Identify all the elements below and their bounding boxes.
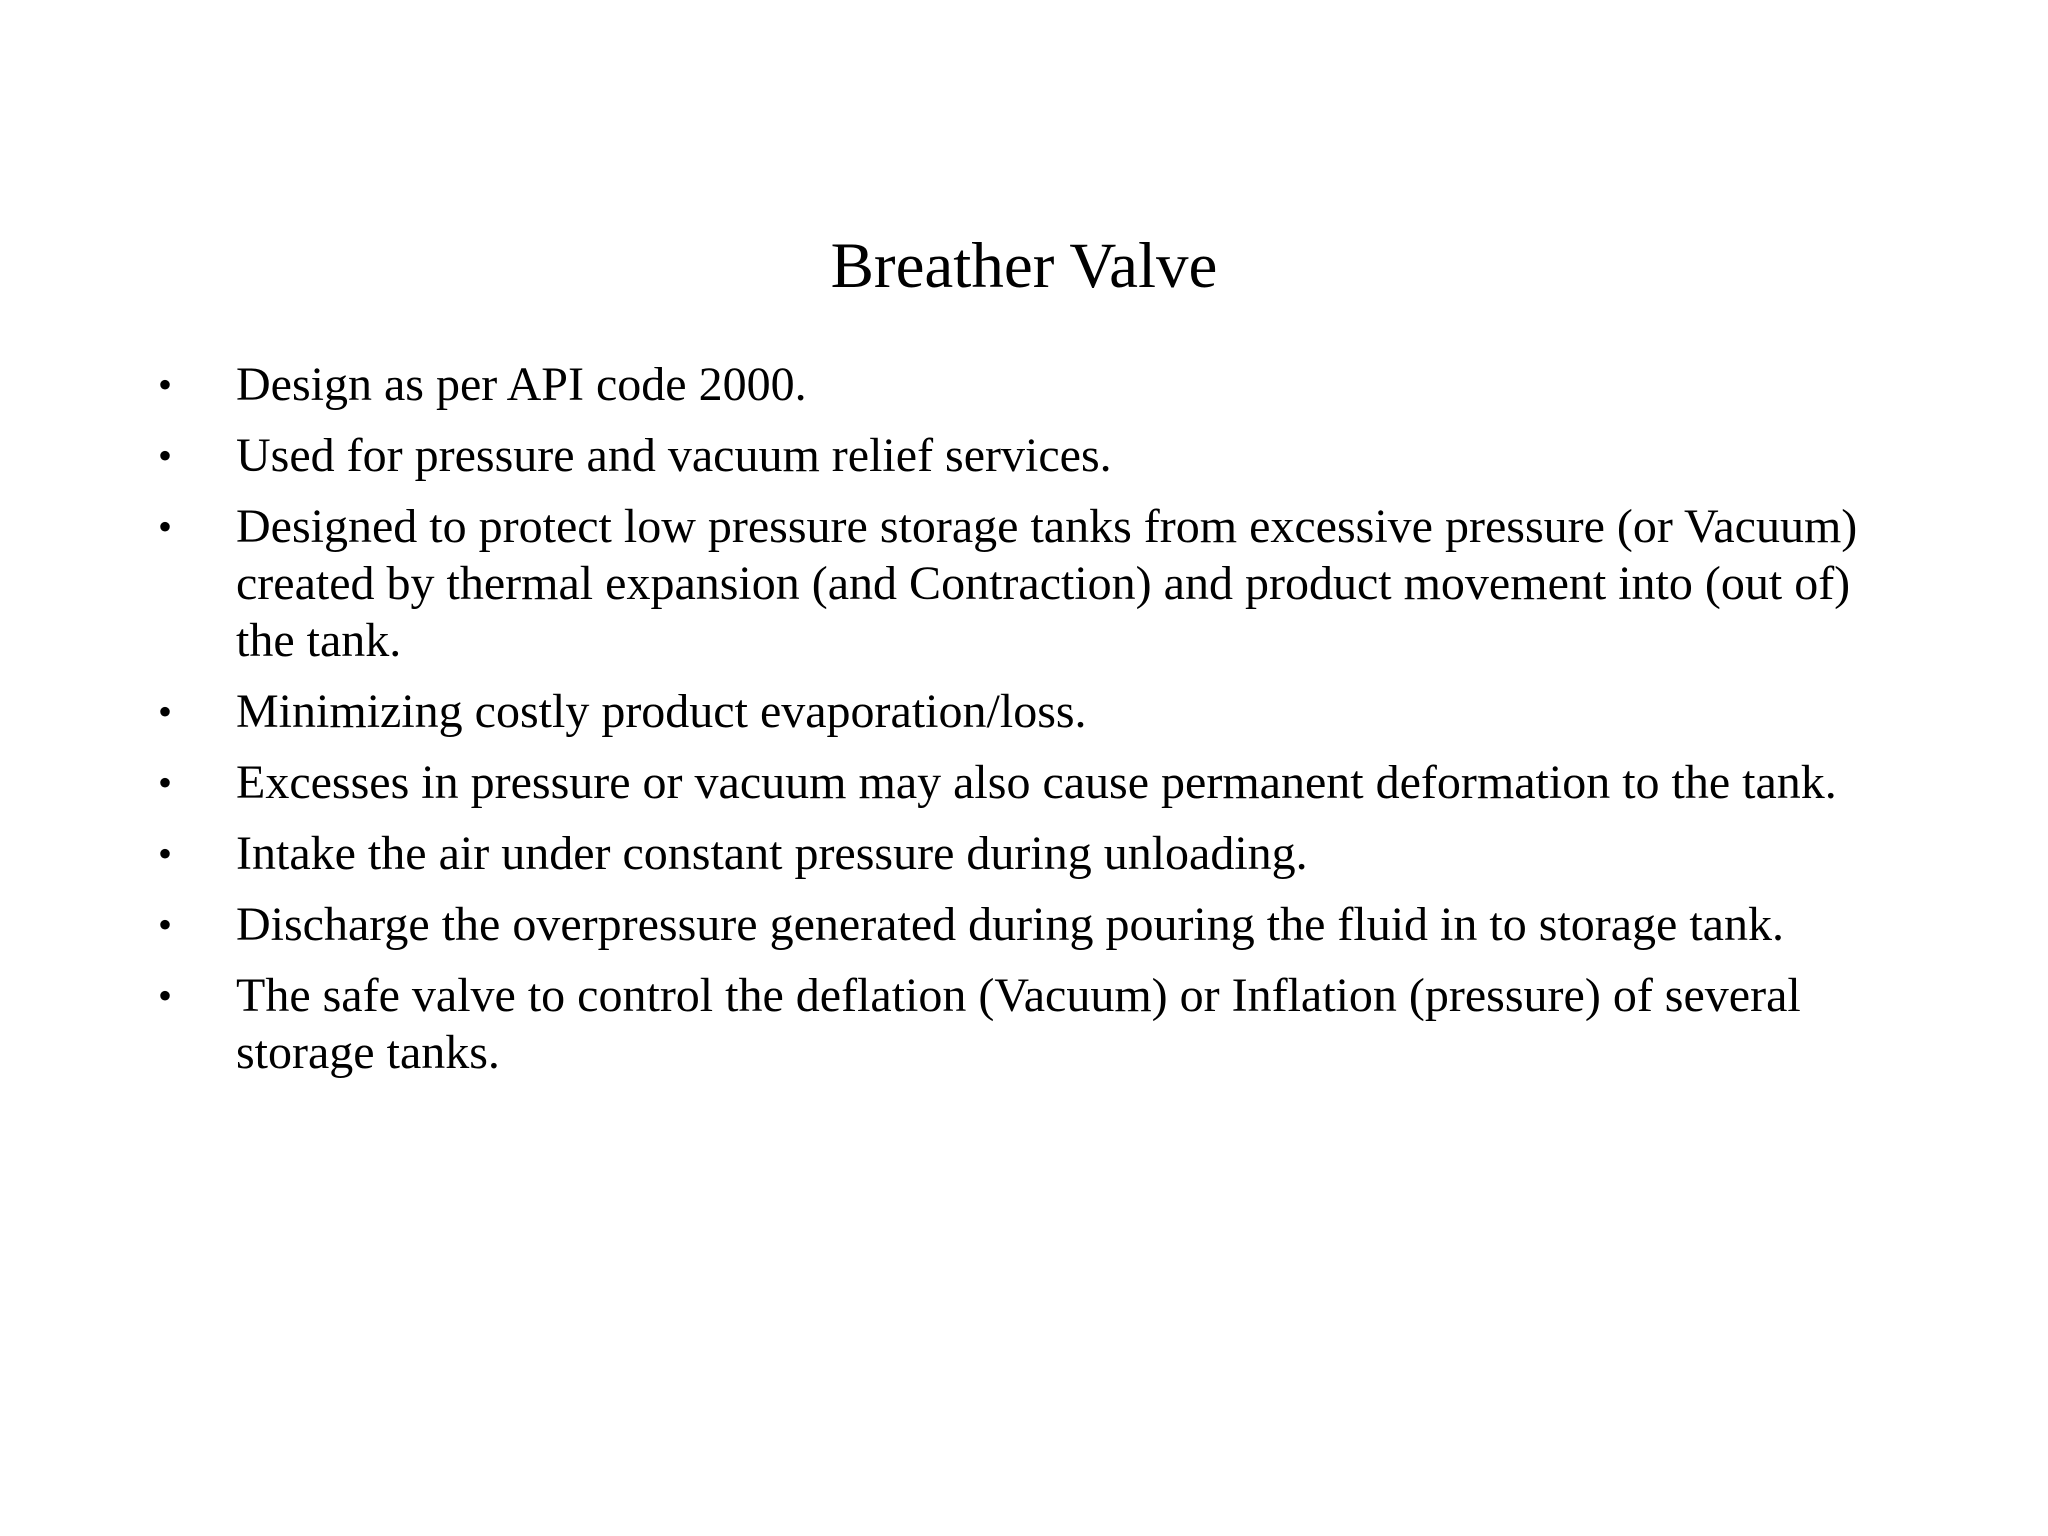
bullet-text: Designed to protect low pressure storage tanks from excessive pressure (or Vacuum) created by thermal expansion (and Contraction) and product movement into (out of) the tank.: [236, 500, 1858, 667]
bullet-text: The safe valve to control the deflation (Vacuum) or Inflation (pressure) of several storage tanks.: [236, 969, 1801, 1079]
bullet-item: [158, 427, 1898, 484]
bullet-item: [158, 683, 1898, 740]
bullet-text: Used for pressure and vacuum relief services.: [236, 429, 1112, 482]
bullet-item: [158, 356, 1898, 413]
bullet-text: Design as per API code 2000.: [236, 358, 807, 411]
bullet-text: Intake the air under constant pressure during unloading.: [236, 827, 1308, 880]
bullet-icon: •: [158, 689, 173, 734]
bullet-item: [158, 754, 1898, 811]
bullet-item: [158, 967, 1898, 1081]
bullet-item: [158, 498, 1898, 669]
bullet-text: Minimizing costly product evaporation/loss.: [236, 685, 1087, 738]
bullet-item: [158, 896, 1898, 953]
bullet-icon: •: [158, 902, 173, 947]
bullet-icon: •: [158, 973, 173, 1018]
bullet-icon: •: [158, 362, 173, 407]
bullet-icon: •: [158, 504, 173, 549]
bullet-list: [158, 356, 1898, 1095]
bullet-text: Excesses in pressure or vacuum may also cause permanent deformation to the tank.: [236, 756, 1837, 809]
slide-title: Breather Valve: [830, 230, 1218, 302]
bullet-text: Discharge the overpressure generated during pouring the fluid in to storage tank.: [236, 898, 1784, 951]
bullet-icon: •: [158, 760, 173, 805]
bullet-item: [158, 825, 1898, 882]
bullet-icon: •: [158, 831, 173, 876]
bullet-icon: •: [158, 433, 173, 478]
